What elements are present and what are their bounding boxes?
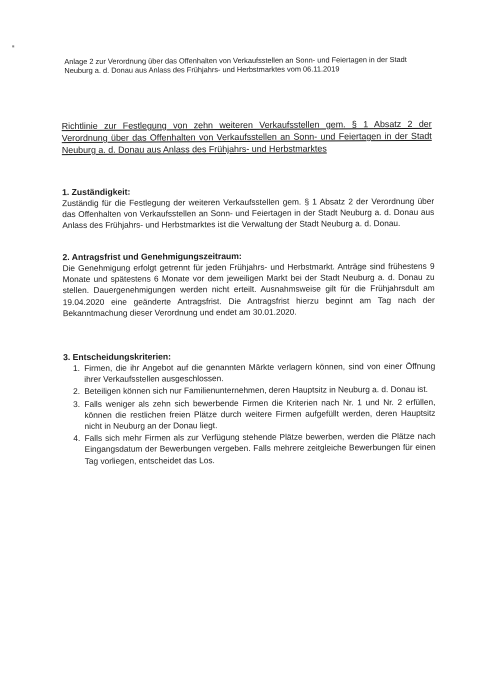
criteria-item: 3. Falls weniger als zehn sich bewerbende Firmen die Kriterien nach Nr. 1 und Nr. 2 erfüllen, können die restlichen freien Plätze durch weitere Firmen aufgefüllt werden, deren Hauptsitz nicht in Neuburg an der Donau liegt. (82, 396, 435, 432)
scan-speck (12, 45, 14, 47)
section-heading: 3. Entscheidungskriterien: (63, 351, 172, 363)
section-responsibility (62, 185, 434, 232)
criteria-item: 4. Falls sich mehr Firmen als zur Verfügung stehende Plätze bewerben, werden die Plätze nach Eingangsdatum der Bewerbungen vergeben. Falls mehrere zeitgleiche Bewerbungen für einen Tag vorliegen, entscheidet das Los. (83, 431, 436, 467)
section-heading: 2. Antragsfrist und Genehmigungszeitraum: (62, 250, 242, 263)
criteria-item: 2. Beteiligen können sich nur Familienunternehmen, deren Hauptsitz in Neuburg a. d. Donau ist. (82, 384, 435, 397)
section-text: Zuständig für die Festlegung der weiteren Verkaufsstellen gem. § 1 Absatz 2 der Verordnung über das Offenhalten von Verkaufsstellen an Sonn- und Feiertagen in der Stadt Neuburg a. d. Donau aus Anlass des Frühjahrs- und Herbstmarktes ist die Verwaltung der Stadt Neuburg a. d. Donau. (62, 195, 435, 231)
criteria-item: 1. Firmen, die ihr Angebot auf die genannten Märkte verlagern können, sind von einer Öffnung ihrer Verkaufsstellen ausgeschlossen. (82, 361, 435, 386)
annex-header: Anlage 2 zur Verordnung über das Offenhalten von Verkaufsstellen an Sonn- und Feiertagen in der Stadt Neuburg a. d. Donau aus Anlass des Frühjahrs- und Herbstmarktes vom 06.11.2019 (64, 54, 407, 76)
section-text: Die Genehmigung erfolgt getrennt für jeden Frühjahrs- und Herbstmarkt. Anträge sind frühestens 9 Monate und spätestens 6 Monate vor dem jeweiligen Markt bei der Stadt Neuburg a. d. Donau zu stellen. Dauergenehmigungen werden nicht erteilt. Ausnahmsweise gilt für die Frühjahrsdult am 19.04.2020 eine geänderte Antragsfrist. Die Antragsfrist hierzu beginnt am Tag nach der Bekanntmachung dieser Verordnung und endet am 30.01.2020. (62, 260, 435, 318)
section-decision-criteria (63, 350, 436, 468)
section-heading: 1. Zuständigkeit: (62, 186, 131, 198)
criteria-list (63, 361, 436, 467)
document-title: Richtlinie zur Festlegung von zehn weiteren Verkaufsstellen gem. § 1 Absatz 2 der Verordnung über das Offenhalten von Verkaufsstellen an Sonn- und Feiertagen in der Stadt Neuburg a. d. Donau aus Anlass des Frühjahrs- und Herbstmarktes (61, 118, 432, 156)
section-application-deadline (62, 250, 434, 319)
